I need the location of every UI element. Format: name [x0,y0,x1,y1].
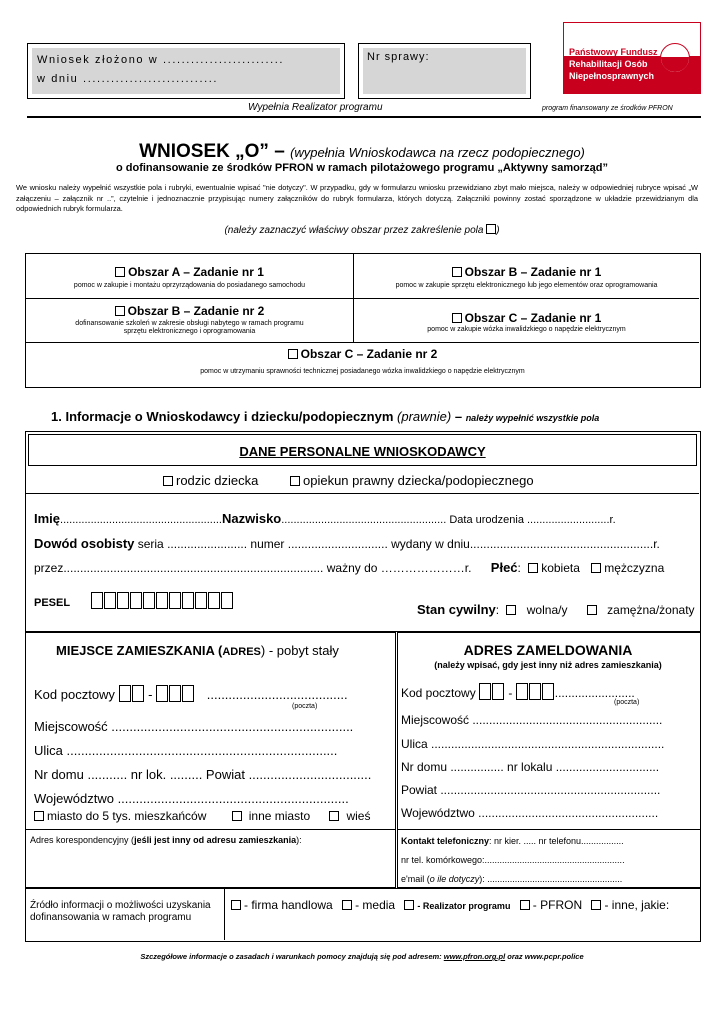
miasto5-label: miasto do 5 tys. mieszkańców [47,809,207,823]
email-post: ): ...................................................... [479,874,623,884]
header-divider [27,116,701,118]
miejsce-poczta-hint: (poczta) [292,703,318,710]
miejsce-zamieszkania-section [25,632,396,830]
obszar-c2[interactable] [26,343,699,386]
kontakt-row [401,836,624,846]
email-italic: o ile dotyczy [429,874,480,884]
logo-line2: Rehabilitacji Osób [569,59,648,69]
miejsce-title-main: MIEJSCE ZAMIESZKANIA ( [56,643,223,658]
pfron-label: - PFRON [532,898,583,912]
obszar-a1[interactable] [26,254,354,299]
realizator-label: - Realizator programu [417,901,511,911]
rodzic-label: rodzic dziecka [176,473,259,488]
dowod-row[interactable] [34,536,660,551]
realizator-checkbox[interactable] [404,900,414,910]
koresp-label-bold: jeśli jest inny od adresu zamieszkania [134,835,297,845]
zameldowanie-kod-row[interactable]: Kod pocztowy - ........................ [401,683,635,700]
zameldowanie-ulica[interactable]: Ulica ...................................................................... [401,737,665,751]
wniosek-zlozono-field[interactable] [32,48,340,94]
zameldowanie-powiat[interactable]: Powiat .................................................................. [401,783,661,797]
obszar-b2-desc: dofinansowanie szkoleń w zakresie obsługi nabytego w ramach programu sprzętu elektronicznego i oprogramowania [75,320,304,335]
zameldowanie-kod-dots: ........................ [554,686,635,700]
mezczyzna-label: mężczyzna [604,561,665,575]
zamezna-checkbox[interactable] [587,605,597,615]
obszary-table [25,253,701,388]
inne-checkbox[interactable] [591,900,601,910]
title-paren: (wypełnia Wnioskodawca na rzecz podopiecznego) [290,145,585,160]
nazwisko-dots: ...................................................... Data urodzenia ...........................r. [281,514,616,526]
pfron-logo [563,22,701,94]
plec-label: Płeć [490,560,518,575]
wolna-label: wolna/y [526,603,568,617]
obszar-c1[interactable] [354,299,699,343]
dane-title: DANE PERSONALNE WNIOSKODAWCY [239,444,486,459]
zamezna-label: zamężna/żonaty [607,603,695,617]
title-sub: o dofinansowanie ze środków PFRON w ramach pilotażowego programu „Aktywny samorząd” [115,162,609,174]
nr-spraw-field[interactable] [363,48,526,94]
miejsce-kod-row[interactable]: Kod pocztowy - ....................................... [34,687,348,702]
zameldowanie-title: ADRES ZAMELDOWANIA [463,642,633,658]
mezczyzna-checkbox[interactable] [591,563,601,573]
przez-row[interactable]: przez.............................................................................. ważny do …………………r. Płeć: kobieta mężczyzna [34,560,665,575]
media-checkbox[interactable] [342,900,352,910]
role-divider [26,493,699,494]
miejsce-kod-dots: ....................................... [206,687,348,702]
miasto5-checkbox[interactable] [34,811,44,821]
miejsce-ulica[interactable]: Ulica ........................................................................... [34,743,338,758]
imie-dots: ..................................................... [60,514,222,526]
zrodlo-options [231,898,669,912]
checkbox-icon [486,224,496,234]
footer-mid: oraz [505,952,525,961]
kontakt-label: Kontakt telefoniczny [401,836,490,846]
stan-label: Stan cywilny [417,602,496,617]
section1-paren: (prawnie) [397,409,452,424]
media-label: - media [355,898,396,912]
intro-text: We wniosku należy wypełnić wszystkie pola i rubryki, ewentualnie wpisać "nie dotyczy". W przypadku, gdy w formularzu wniosku przewidziano zbyt mało miejsca, należy w odpowiedniej rubryce wpisać „W załączeniu – załącznik nr ..”, czytelnie i jednoznacznie przypisując numery załączników do rubryk formularza, których dotyczą. Załączniki powinny zostać sporządzone w układzie przewidzianym dla odpowiednich rubryk formularza. [16,183,698,213]
instruction-line: (należy zaznaczyć właściwy obszar przez zakreślenie pola ) [224,225,500,236]
pfron-link[interactable]: www.pfron.org.pl [443,952,506,961]
wolna-checkbox[interactable] [506,605,516,615]
wypelnia-realizator: Wypełnia Realizator programu [248,102,383,113]
zameldowanie-poczta-hint: (poczta) [614,699,640,706]
obszar-c2-checkbox[interactable] [288,349,298,359]
obszar-c2-title: Obszar C – Zadanie nr 2 [300,347,438,361]
stan-cywilny-row: Stan cywilny: wolna/y zamężna/żonaty [417,602,695,617]
section1-title: 1. Informacje o Wnioskodawcy i dziecku/podopiecznym [51,409,398,424]
nr-spraw-box [358,43,531,99]
miejsce-title-rest: ) - pobyt stały [260,643,339,658]
miejsce-wojewodztwo[interactable]: Województwo ................................................................ [34,791,349,806]
kontakt-section[interactable] [397,830,701,888]
koresp-label-text: Adres korespondencyjny ( [30,835,135,845]
logo-circle-icon [660,43,690,73]
dane-personalne-section [25,431,701,632]
email-pre: e'mail ( [401,874,430,884]
zameldowanie-nr-domu[interactable]: Nr domu ................ nr lokalu ............................... [401,760,660,774]
koresp-label [30,835,302,845]
opiekun-checkbox[interactable] [290,476,300,486]
program-finansowany: program finansowany ze środków PFRON [542,105,673,112]
dowod-label: Dowód osobisty [34,536,135,551]
obszar-a1-title: Obszar A – Zadanie nr 1 [128,265,264,279]
pesel-label: PESEL [34,597,71,609]
inne-label: - inne, jakie: [604,898,670,912]
zameldowanie-wojewodztwo[interactable]: Województwo ...................................................... [401,806,659,820]
przez-text: przez.............................................................................. ważny do …………………r. [34,561,472,575]
obszar-c1-checkbox[interactable] [452,313,462,323]
miejsce-nr-domu[interactable]: Nr domu ........... nr lok. ......... Powiat .................................. [34,767,372,782]
opiekun-label: opiekun prawny dziecka/podopiecznego [303,473,534,488]
miejsce-title-adres: ADRES [222,646,261,658]
footer [0,952,724,961]
inne-miasto-checkbox[interactable] [232,811,242,821]
wies-checkbox[interactable] [329,811,339,821]
koresp-label-end: ): [296,835,302,845]
kontakt-komorkowy[interactable]: nr tel. komórkowego:........................................................ [401,855,625,865]
obszar-b2-checkbox[interactable] [115,306,125,316]
kobieta-label: kobieta [541,561,580,575]
obszar-b2-title: Obszar B – Zadanie nr 2 [127,304,265,318]
footer-text: Szczegółowe informacje o zasadach i warunkach pomocy znajdują się pod adresem: [140,952,444,961]
obszar-a1-checkbox[interactable] [115,267,125,277]
wies-label: wieś [346,809,371,823]
kontakt-email[interactable] [401,874,622,884]
adres-zameldowania-section [397,632,701,830]
kontakt-rest: : nr kier. ..... nr telefonu................. [489,836,624,846]
nazwisko-label: Nazwisko [222,511,282,526]
obszar-b1-checkbox[interactable] [452,267,462,277]
pfron-checkbox[interactable] [520,900,530,910]
koresp-section[interactable] [25,830,396,888]
logo-line3: Niepełnosprawnych [569,71,655,81]
section1-note: należy wypełnić wszystkie pola [465,413,600,423]
zameldowanie-note: (należy wpisać, gdy jest inny niż adres zamieszkania) [434,660,662,670]
obszar-b1-desc: pomoc w zakupie sprzętu elektronicznego lub jego elementów oraz oprogramowania [395,282,658,289]
miejsce-type-options [34,809,370,823]
imie-row[interactable] [34,511,616,526]
wniosek-zlozono-box [27,43,345,99]
pesel-row[interactable] [34,592,234,611]
inne-miasto-label: inne miasto [248,809,311,823]
obszar-c1-desc: pomoc w zakupie wózka inwalidzkiego o napędzie elektrycznym [427,326,626,333]
obszar-c2-desc: pomoc w utrzymaniu sprawności technicznej posiadanego wózka inwalidzkiego o napędzie elektrycznym [200,368,525,375]
obszar-b1[interactable] [354,254,699,299]
firma-checkbox[interactable] [231,900,241,910]
zrodlo-section [25,888,701,942]
wniosek-line2: w dniu ............................. [37,73,219,85]
zrodlo-label: Źródło informacji o możliwości uzyskania dofinansowania w ramach programu [30,900,211,923]
zrodlo-divider [224,889,225,940]
zameldowanie-kod-label: Kod pocztowy [401,686,476,700]
nr-spraw-label: Nr sprawy: [367,51,430,63]
dowod-rest: seria ........................ numer .............................. wydany w dniu.......................................................r. [134,537,660,551]
rodzic-checkbox[interactable] [163,476,173,486]
zameldowanie-miejscowosc[interactable]: Miejscowość ......................................................... [401,713,663,727]
firma-label: - firma handlowa [244,898,333,912]
instruction-text: (należy zaznaczyć właściwy obszar przez zakreślenie pola [224,225,484,236]
role-options [163,473,534,488]
miejsce-miejscowosc[interactable]: Miejscowość ................................................................... [34,719,354,734]
section1-dash: – [451,409,466,424]
title-block [0,141,724,163]
section1-heading [51,408,599,426]
wniosek-line1: Wniosek złożono w .......................... [37,54,285,66]
imie-label: Imię [34,511,61,526]
pcpr-link[interactable]: www.pcpr.police [524,952,584,961]
miejsce-kod-label: Kod pocztowy [34,687,115,702]
logo-line1: Państwowy Fundusz [569,47,658,57]
obszar-c1-title: Obszar C – Zadanie nr 1 [464,311,602,325]
obszar-b2[interactable] [26,299,354,343]
miejsce-title [56,643,339,658]
obszar-a1-desc: pomoc w zakupie i montażu oprzyrządowania do posiadanego samochodu [73,282,306,289]
dane-title-row [28,434,697,466]
title-main: WNIOSEK „O” – [139,141,291,162]
obszar-b1-title: Obszar B – Zadanie nr 1 [464,265,602,279]
kobieta-checkbox[interactable] [528,563,538,573]
